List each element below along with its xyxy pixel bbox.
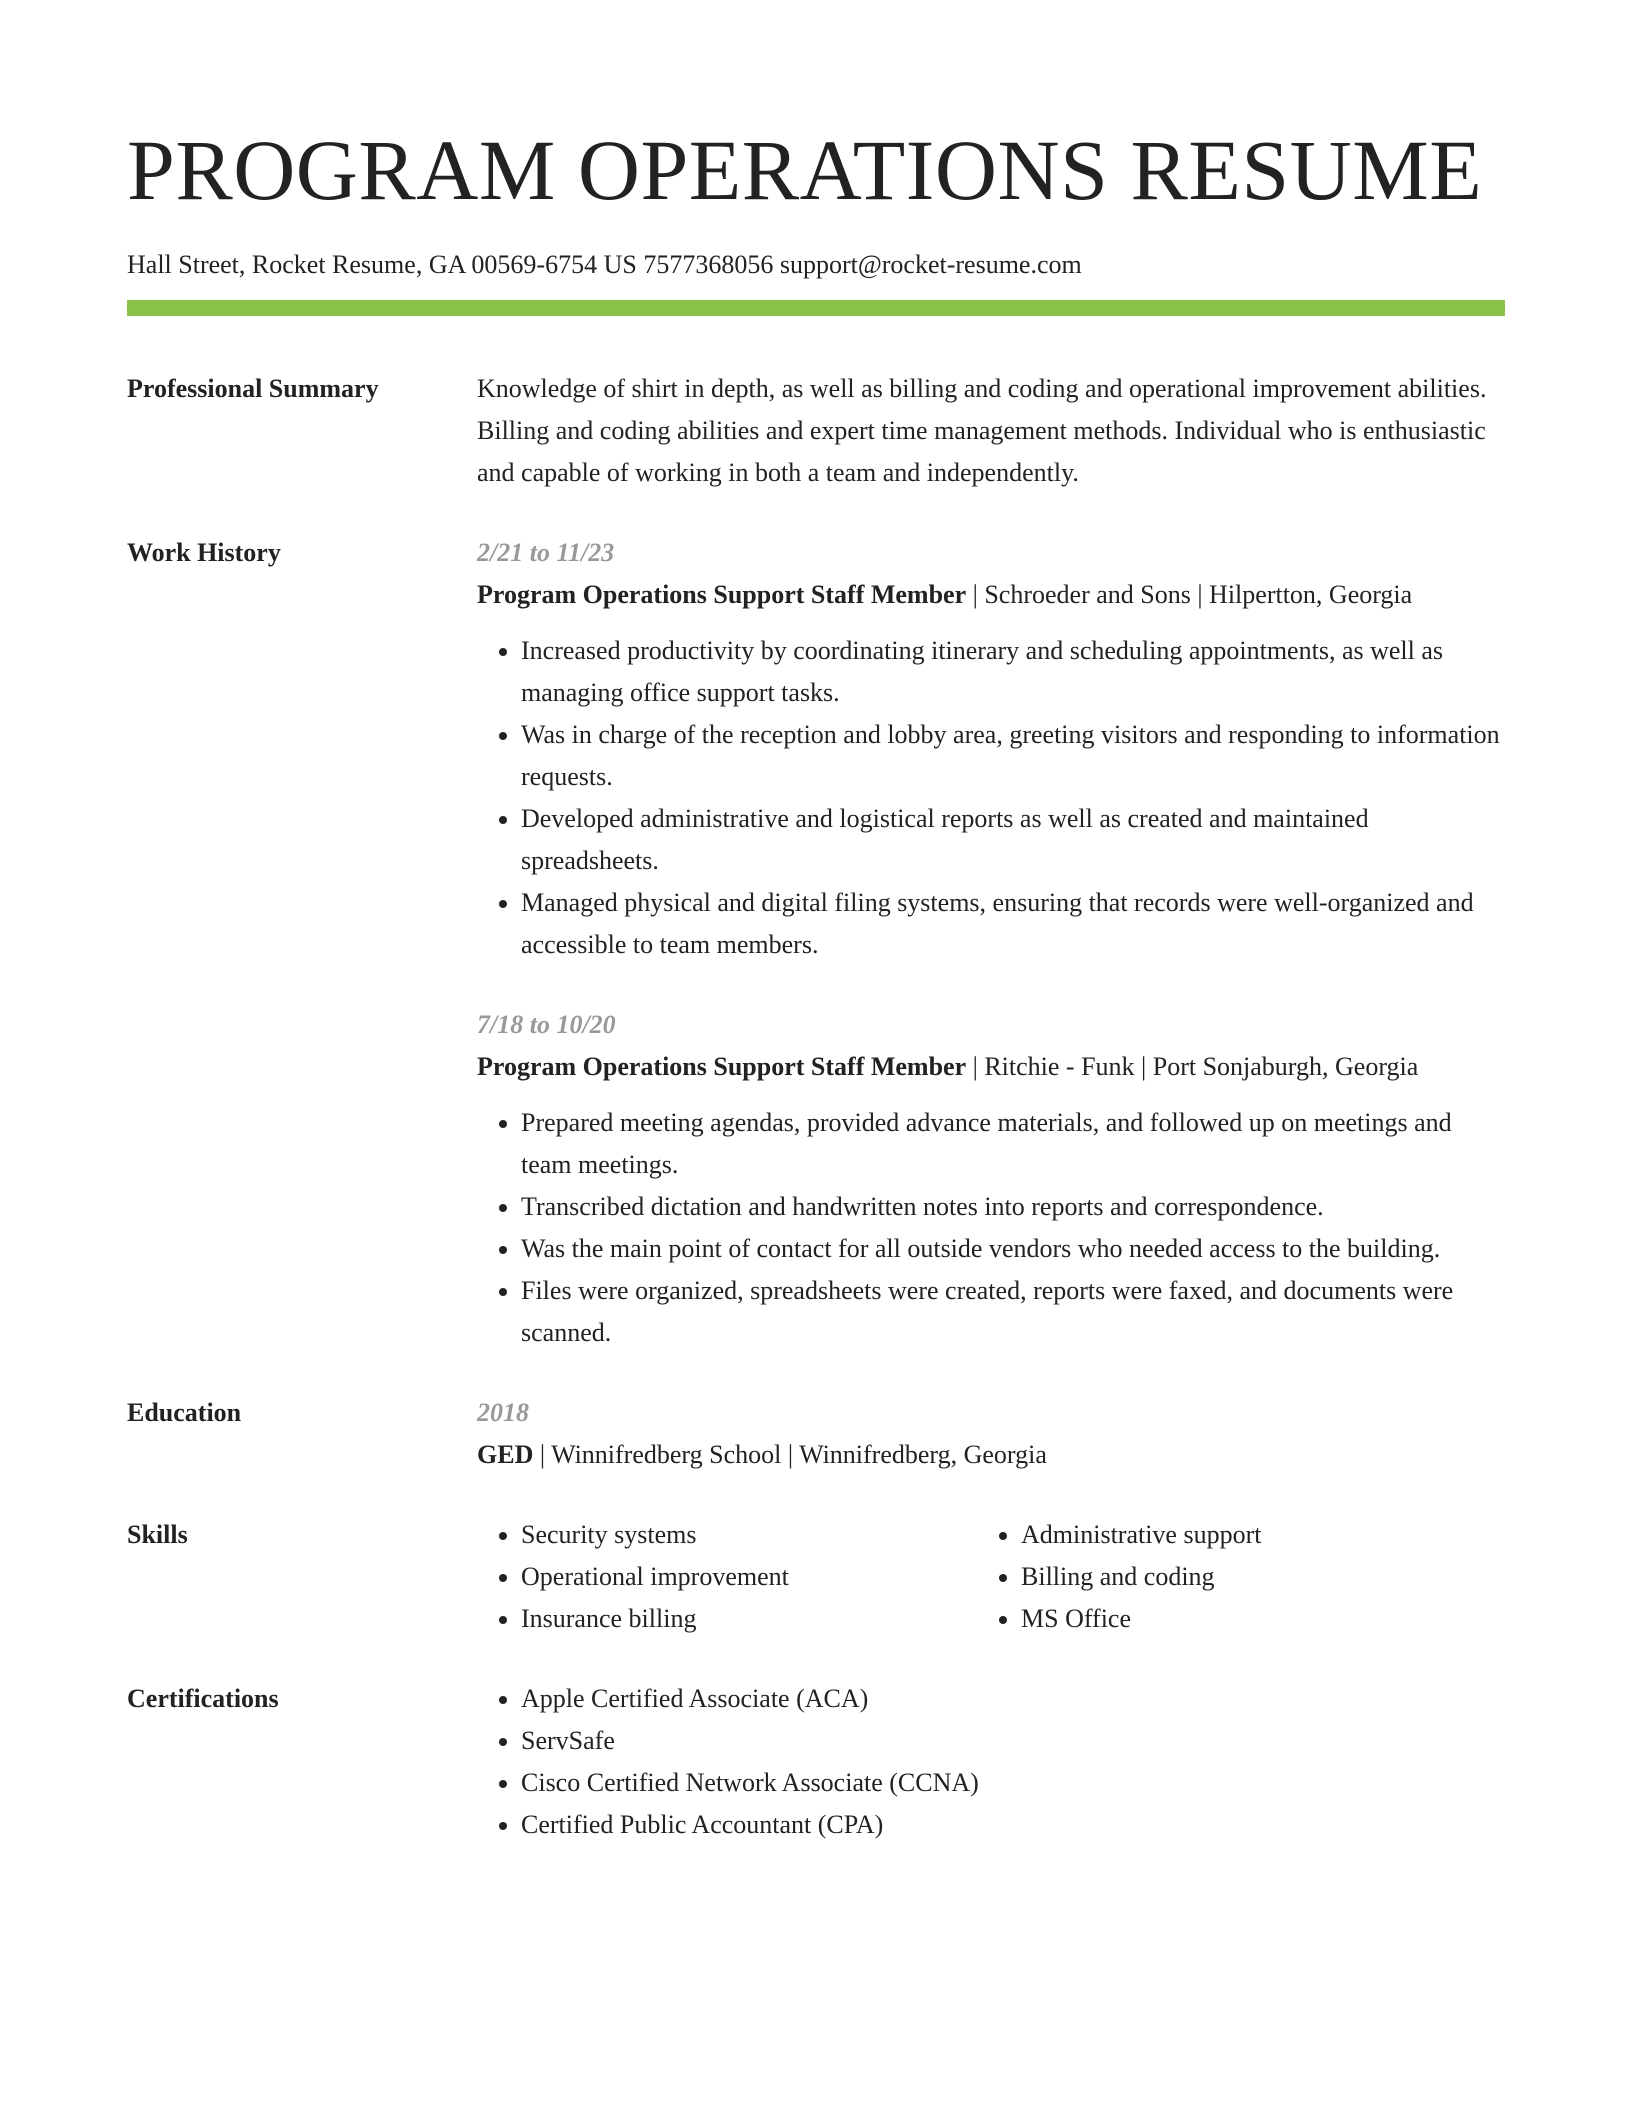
certifications-body <box>477 1678 1505 1846</box>
certification-item: • ServSafe <box>521 1720 1505 1762</box>
work-history-body <box>477 532 1505 1354</box>
education-label: Education <box>127 1398 242 1427</box>
skills-list <box>477 1514 977 1640</box>
skill-item: • Operational improvement <box>521 1556 977 1598</box>
job-bullet: • Developed administrative and logistical reports as well as created and maintained spreadsheets. <box>521 798 1505 882</box>
summary-text: Knowledge of shirt in depth, as well as billing and coding and operational improvement abilities. Billing and coding abilities and expert time management methods. Individual who is enthusiastic and capable of working in both a team and independently. <box>477 374 1487 487</box>
work-history-label: Work History <box>127 538 281 567</box>
summary-section <box>127 368 1505 494</box>
contact-line: Hall Street, Rocket Resume, GA 00569-6754 US 7577368056 support@rocket-resume.com <box>127 250 1082 279</box>
job-bullet: • Managed physical and digital filing systems, ensuring that records were well-organized and accessible to team members. <box>521 882 1505 966</box>
summary-label: Professional Summary <box>127 374 379 403</box>
job-entry <box>477 1004 1505 1354</box>
education-year: 2018 <box>477 1398 529 1427</box>
education-line <box>477 1434 1505 1476</box>
job-title: Program Operations Support Staff Member <box>477 1052 967 1081</box>
summary-body <box>477 368 1505 494</box>
skill-item: • Insurance billing <box>521 1598 977 1640</box>
job-bullet: • Was the main point of contact for all outside vendors who needed access to the building. <box>521 1228 1505 1270</box>
education-section <box>127 1392 1505 1476</box>
skills-list <box>977 1514 1477 1640</box>
skills-section <box>127 1514 1505 1640</box>
resume-title: PROGRAM OPERATIONS RESUME <box>127 122 1483 218</box>
job-bullet-list <box>477 1102 1505 1354</box>
work-history-section <box>127 532 1505 1354</box>
skills-column <box>977 1514 1477 1640</box>
job-bullet: • Files were organized, spreadsheets were created, reports were faxed, and documents were scanned. <box>521 1270 1505 1354</box>
certification-item: • Certified Public Accountant (CPA) <box>521 1804 1505 1846</box>
job-role-line <box>477 574 1505 616</box>
job-bullet: • Was in charge of the reception and lobby area, greeting visitors and responding to information requests. <box>521 714 1505 798</box>
job-role-line <box>477 1046 1505 1088</box>
certifications-label: Certifications <box>127 1684 279 1713</box>
skills-column <box>477 1514 977 1640</box>
certifications-section <box>127 1678 1505 1846</box>
job-bullet: • Increased productivity by coordinating itinerary and scheduling appointments, as well as managing office support tasks. <box>521 630 1505 714</box>
education-degree: GED <box>477 1440 534 1469</box>
skill-item: • MS Office <box>1021 1598 1477 1640</box>
education-body <box>477 1392 1505 1476</box>
education-school-location: | Winnifredberg School | Winnifredberg, Georgia <box>533 1440 1047 1469</box>
job-employer-location: | Ritchie - Funk | Port Sonjaburgh, Georgia <box>966 1052 1419 1081</box>
certification-item: • Apple Certified Associate (ACA) <box>521 1678 1505 1720</box>
certification-item: • Cisco Certified Network Associate (CCNA) <box>521 1762 1505 1804</box>
job-bullet-list <box>477 630 1505 966</box>
certifications-list <box>477 1678 1505 1846</box>
skill-item: • Billing and coding <box>1021 1556 1477 1598</box>
skill-item: • Administrative support <box>1021 1514 1477 1556</box>
job-employer-location: | Schroeder and Sons | Hilpertton, Georgia <box>966 580 1413 609</box>
accent-divider <box>127 300 1505 316</box>
job-entry <box>477 532 1505 966</box>
skills-label: Skills <box>127 1520 188 1549</box>
job-title: Program Operations Support Staff Member <box>477 580 967 609</box>
job-bullet: • Transcribed dictation and handwritten notes into reports and correspondence. <box>521 1186 1505 1228</box>
job-dates: 7/18 to 10/20 <box>477 1010 616 1039</box>
job-bullet: • Prepared meeting agendas, provided advance materials, and followed up on meetings and team meetings. <box>521 1102 1505 1186</box>
job-dates: 2/21 to 11/23 <box>477 538 615 567</box>
skills-body <box>477 1514 1505 1640</box>
skill-item: • Security systems <box>521 1514 977 1556</box>
